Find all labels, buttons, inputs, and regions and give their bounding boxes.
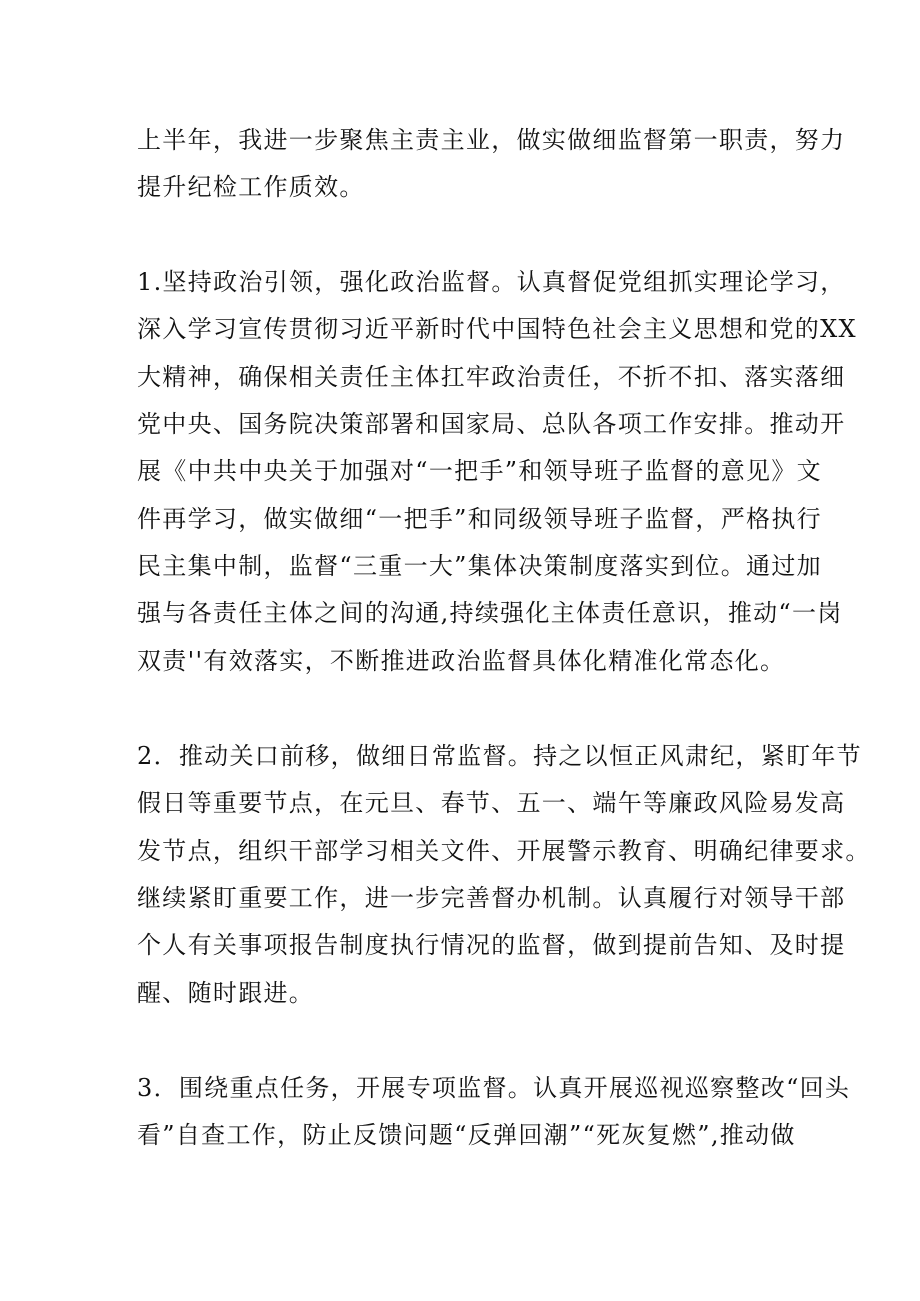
text-line: 醒、随时跟进。: [137, 979, 315, 1007]
text-line: 党中央、国务院决策部署和国家局、总队各项工作安排。推动开: [137, 410, 846, 438]
text-line: 继续紧盯重要工作，进一步完善督办机制。认真履行对领导干部: [137, 884, 846, 912]
text-line: 假日等重要节点，在元旦、春节、五一、端午等廉政风险易发高: [137, 789, 846, 817]
text-line: 发节点，组织干部学习相关文件、开展警示教育、明确纪律要求。: [137, 837, 871, 865]
text-line: 个人有关事项报告制度执行情况的监督，做到提前告知、及时提: [137, 931, 846, 959]
text-line: 深入学习宣传贯彻习近平新时代中国特色社会主义思想和党的XX: [137, 315, 857, 343]
text-line: 提升纪检工作质效。: [137, 173, 365, 201]
text-line: 上半年，我进一步聚焦主责主业，做实做细监督第一职责，努力: [137, 126, 846, 154]
text-line: 2．推动关口前移，做细日常监督。持之以恒正风肃纪，紧盯年节: [137, 742, 862, 770]
text-line: 展《中共中央关于加强对“一把手”和领导班子监督的意见》文: [137, 457, 822, 485]
text-line: 双责''有效落实，不断推进政治监督具体化精准化常态化。: [137, 647, 786, 675]
text-line: 3．围绕重点任务，开展专项监督。认真开展巡视巡察整改“回头: [137, 1074, 851, 1102]
text-line: 民主集中制，监督“三重一大”集体决策制度落实到位。通过加: [137, 552, 822, 580]
text-line: 看”自查工作，防止反馈问题“反弹回潮”“死灰复燃”,推动做: [137, 1121, 796, 1149]
text-line: 件再学习，做实做细“一把手”和同级领导班子监督，严格执行: [137, 505, 822, 533]
text-line: 大精神，确保相关责任主体扛牢政治责任，不折不扣、落实落细: [137, 363, 846, 391]
text-line: 1.坚持政治引领，强化政治监督。认真督促党组抓实理论学习，: [137, 268, 846, 296]
text-line: 强与各责任主体之间的沟通,持续强化主体责任意识，推动“一岗: [137, 599, 843, 627]
